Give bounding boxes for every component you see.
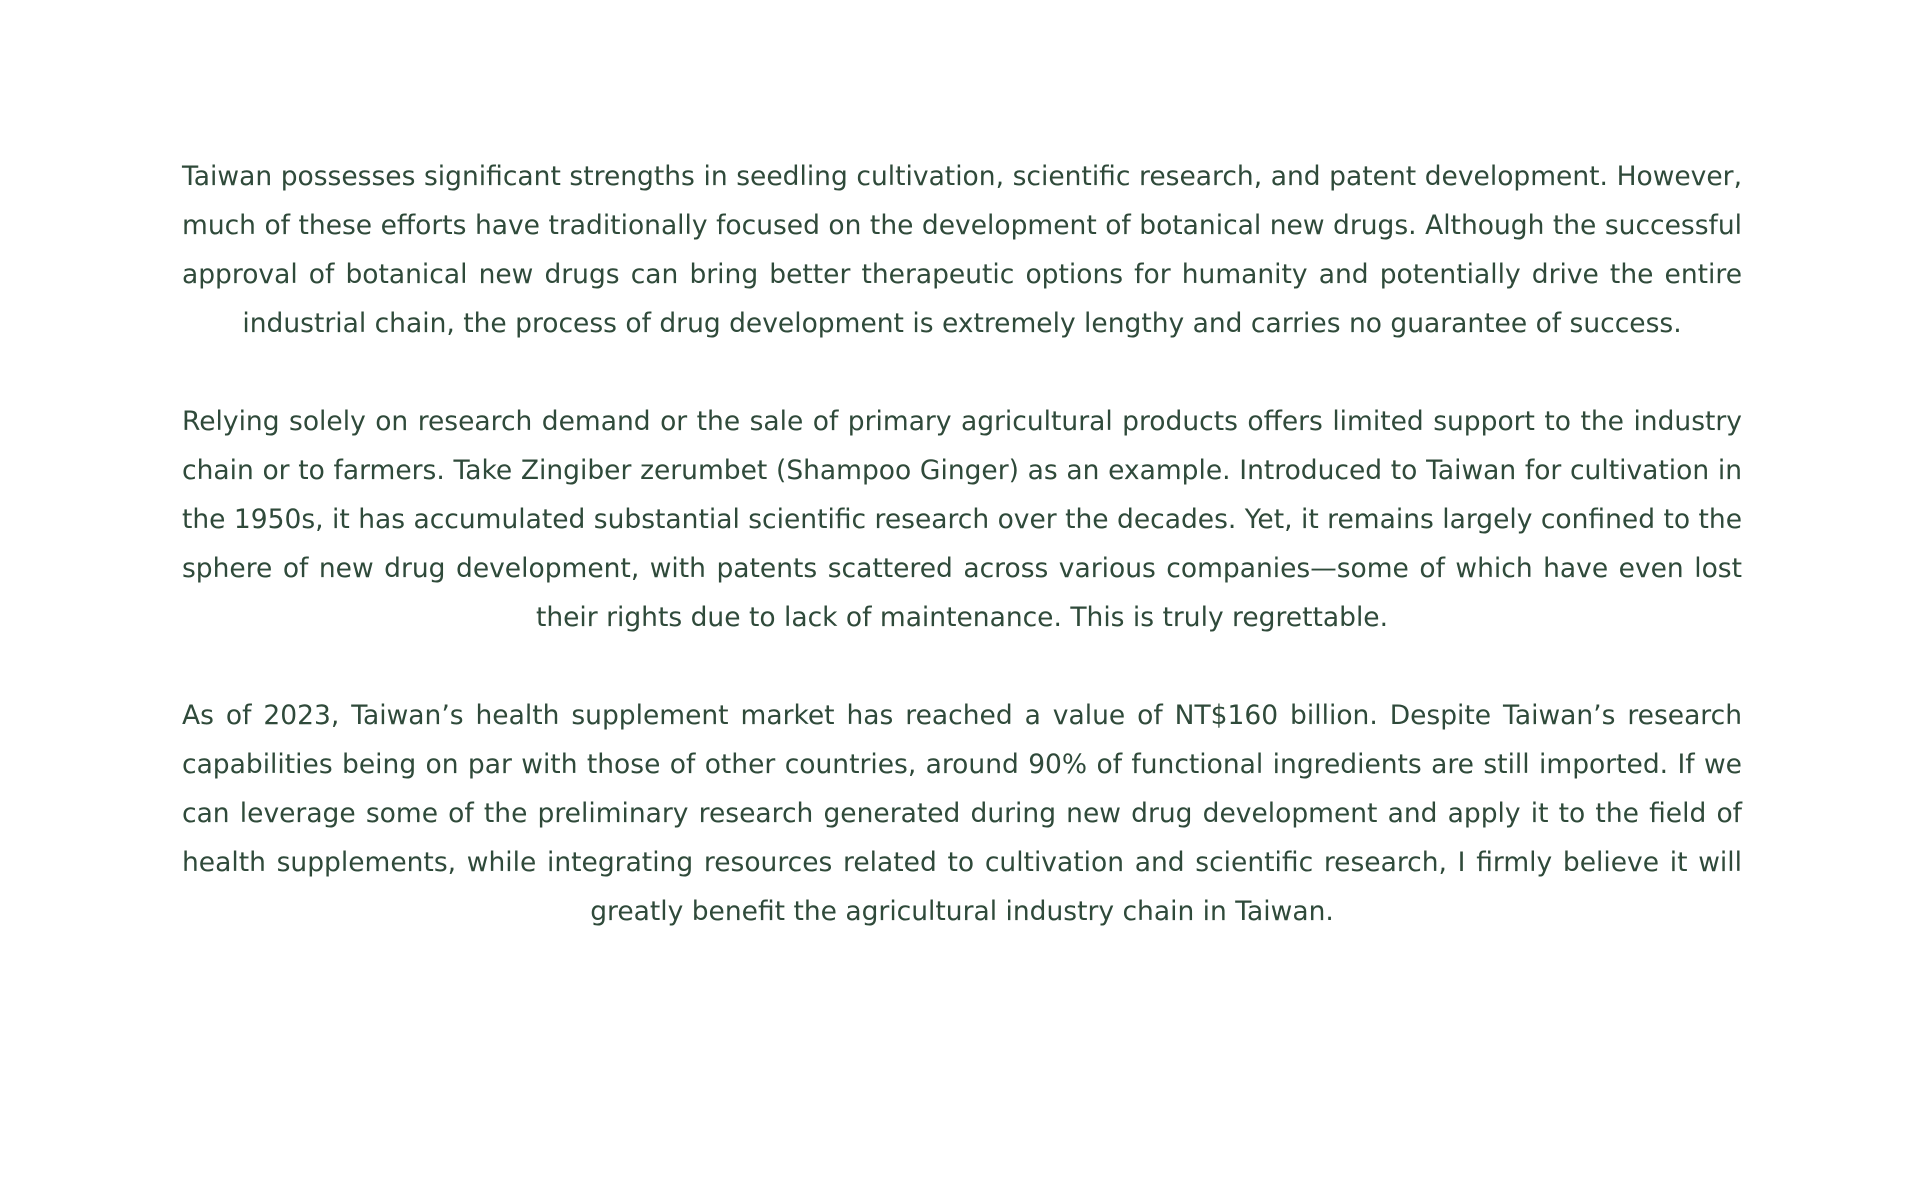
document-body (182, 152, 1742, 936)
paragraph-strengths: Taiwan possesses significant strengths in seedling cultivation, scientific research, and patent development. However, much of these efforts have traditionally focused on the development of botanical new drugs. Although the successful approval of botanical new drugs can bring better therapeutic options for humanity and potentially drive the entire industrial chain, the process of drug development is extremely lengthy and carries no guarantee of success. (182, 161, 1742, 339)
paragraph-shampoo-ginger: Relying solely on research demand or the sale of primary agricultural products offers limited support to the industry chain or to farmers. Take Zingiber zerumbet (Shampoo Ginger) as an example. Introduced to Taiwan for cultivation in the 1950s, it has accumulated substantial scientific research over the decades. Yet, it remains largely confined to the sphere of new drug development, with patents scattered across various companies—some of which have even lost their rights due to lack of maintenance. This is truly regrettable. (182, 406, 1742, 633)
paragraph-health-supplement-market: As of 2023, Taiwan’s health supplement market has reached a value of NT$160 billion. Despite Taiwan’s research capabilities being on par with those of other countries, around 90% of functional ingredients are still imported. If we can leverage some of the preliminary research generated during new drug development and apply it to the field of health supplements, while integrating resources related to cultivation and scientific research, I firmly believe it will greatly benefit the agricultural industry chain in Taiwan. (182, 700, 1742, 927)
